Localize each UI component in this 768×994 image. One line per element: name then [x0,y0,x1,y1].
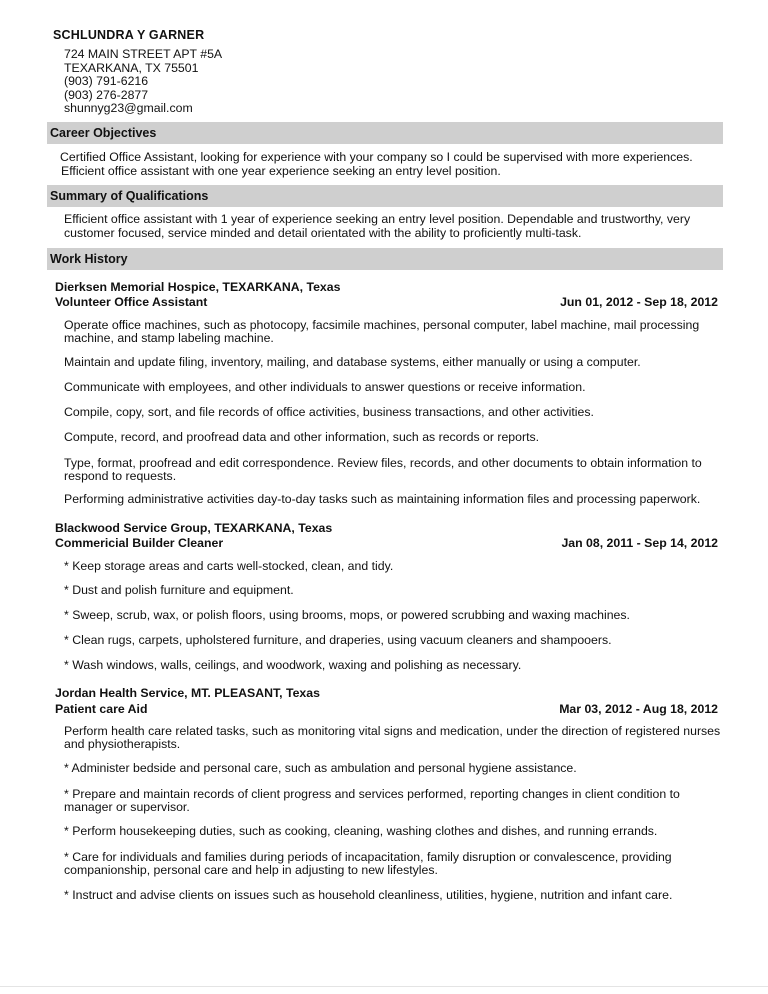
job-duty: * Keep storage areas and carts well-stocked, clean, and tidy. [64,559,394,573]
career-objective-line-1: Certified Office Assistant, looking for experience with your company so I could be supervised with more experiences. [60,150,693,164]
job-duty: Perform health care related tasks, such as monitoring vital signs and medication, under the direction of registered nurses and physiotherapists. [64,724,721,752]
job-duty: * Prepare and maintain records of client progress and services performed, reporting changes in client condition to manager or supervisor. [64,787,680,815]
summary-heading: Summary of Qualifications [47,185,723,207]
job-dates: Mar 03, 2012 - Aug 18, 2012 [559,702,718,716]
job-duty: * Perform housekeeping duties, such as cooking, cleaning, washing clothes and dishes, and running errands. [64,824,658,838]
job-duty: Type, format, proofread and edit correspondence. Review files, records, and other documents to obtain information to respond to requests. [64,456,702,484]
email: shunnyg23@gmail.com [64,101,193,116]
job-duty: Communicate with employees, and other individuals to answer questions or receive information. [64,380,586,394]
phone-1: (903) 791-6216 [64,74,149,89]
job-duty: * Care for individuals and families during periods of incapacitation, family disruption or convalescence, providing companionship, personal care and help in adjusting to new lifestyles. [64,850,672,878]
job-duty: * Wash windows, walls, ceilings, and woodwork, waxing and polishing as necessary. [64,658,522,672]
job-title-row [55,536,718,550]
job-duty: Operate office machines, such as photocopy, facsimile machines, personal computer, label machine, mail processing machine, and stamp labeling machine. [64,318,700,346]
job-duty: * Dust and polish furniture and equipment. [64,583,294,597]
job-dates: Jun 01, 2012 - Sep 18, 2012 [560,295,718,309]
work-history-heading: Work History [47,248,723,270]
job-duty: Performing administrative activities day-to-day tasks such as maintaining information files and processing paperwork. [64,492,701,506]
job-employer: Blackwood Service Group, TEXARKANA, Texas [55,521,333,535]
job-duty: Compute, record, and proofread data and other information, such as records or reports. [64,430,540,444]
address-line-1: 724 MAIN STREET APT #5A [64,47,223,61]
job-duty: * Administer bedside and personal care, such as ambulation and personal hygiene assistance. [64,761,577,775]
job-employer: Dierksen Memorial Hospice, TEXARKANA, Texas [55,280,341,294]
contact-block [64,48,222,116]
job-title-row [55,295,718,309]
summary-text: Efficient office assistant with 1 year of experience seeking an entry level position. Dependable and trustworthy, very customer focused, service minded and detail orientated with the ability to proficiently multi-task. [64,212,691,240]
job-title: Commericial Builder Cleaner [55,536,224,550]
career-objectives-text [60,151,720,178]
job-duty: * Sweep, scrub, wax, or polish floors, using brooms, mops, or powered scrubbing and waxing machines. [64,608,630,622]
applicant-name: SCHLUNDRA Y GARNER [53,28,205,42]
job-duty: * Clean rugs, carpets, upholstered furniture, and draperies, using vacuum cleaners and shampooers. [64,633,612,647]
phone-2: (903) 276-2877 [64,87,149,102]
job-title-row [55,702,718,716]
job-title: Volunteer Office Assistant [55,295,208,309]
job-title: Patient care Aid [55,702,148,716]
career-objective-line-2: Efficient office assistant with one year experience seeking an entry level position. [61,163,501,178]
career-objectives-heading: Career Objectives [47,122,723,144]
address-line-2: TEXARKANA, TX 75501 [64,60,199,75]
page-bottom-rule [0,986,768,987]
job-duty: * Instruct and advise clients on issues such as household cleanliness, utilities, hygiene, nutrition and infant care. [64,888,673,902]
job-employer: Jordan Health Service, MT. PLEASANT, Texas [55,686,320,700]
job-dates: Jan 08, 2011 - Sep 14, 2012 [561,536,718,550]
job-duty: Maintain and update filing, inventory, mailing, and database systems, either manually or using a computer. [64,355,641,369]
job-duty: Compile, copy, sort, and file records of office activities, business transactions, and other activities. [64,405,594,419]
